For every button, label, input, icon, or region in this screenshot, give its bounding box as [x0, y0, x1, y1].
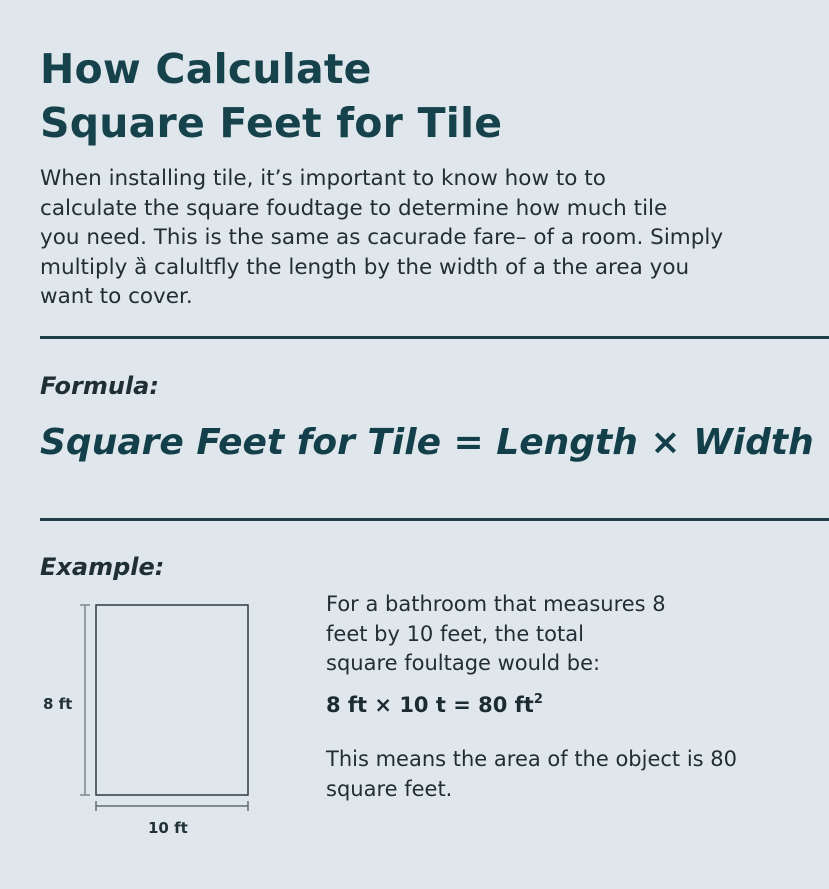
room-diagram: [30, 595, 270, 845]
width-label: 10 ft: [148, 819, 188, 837]
width-dimension-line: [96, 801, 248, 811]
formula-text: Square Feet for Tile = Length × Width: [40, 422, 814, 463]
intro-line: calculate the square foudtage to determine how much tile: [40, 195, 668, 221]
example-line: square foultage would be:: [326, 651, 601, 675]
page-title-line-1: How Calculate: [40, 45, 372, 93]
height-label: 8 ft: [43, 695, 73, 713]
room-diagram-svg: [30, 595, 270, 845]
example-line: For a bathroom that measures 8: [326, 592, 666, 616]
intro-paragraph: [40, 164, 810, 312]
intro-line: want to cover.: [40, 284, 193, 309]
calculation-superscript: 2: [533, 691, 543, 707]
example-conclusion: [326, 745, 816, 804]
conclusion-line: This means the area of the object is 80: [326, 747, 738, 771]
divider-bottom: [40, 518, 829, 521]
page-title-line-2: Square Feet for Tile: [40, 99, 503, 147]
calculation-text: 8 ft × 10 t = 80 ft: [326, 692, 534, 717]
divider-top: [40, 336, 829, 339]
page-title: [40, 42, 502, 150]
example-label: Example:: [40, 553, 165, 581]
example-description: [326, 590, 816, 804]
intro-line: When installing tile, it’s important to know how to to: [40, 166, 606, 191]
example-line: feet by 10 feet, the total: [326, 621, 584, 646]
height-dimension-line: [80, 605, 90, 795]
room-rectangle: [96, 605, 248, 795]
conclusion-line: square feet.: [326, 776, 453, 801]
formula-label: Formula:: [40, 372, 159, 400]
intro-line: you need. This is the same as cacurade fare– of a room. Simply: [40, 225, 724, 250]
intro-line: multiply ȁ calultfly the length by the width of a the area you: [40, 254, 690, 280]
example-calculation: [326, 685, 816, 721]
